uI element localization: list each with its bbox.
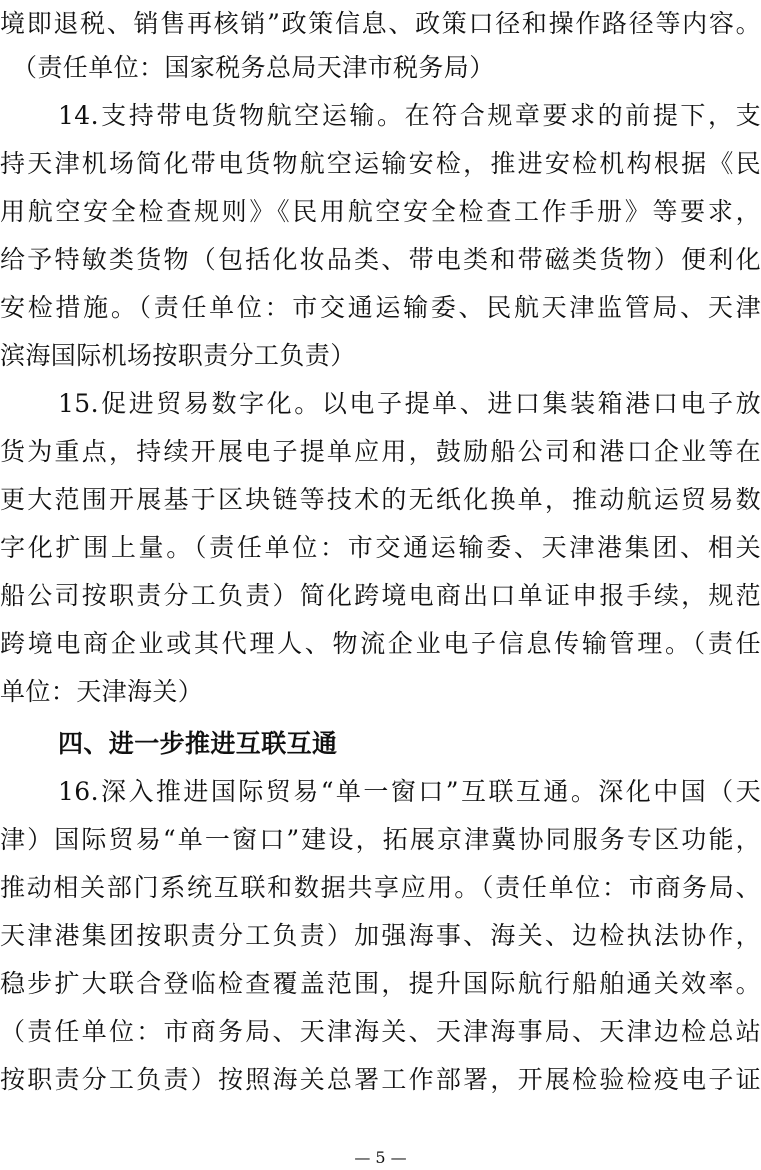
paragraph-line: 16.深入推进国际贸易“单一窗口”互联互通。深化中国（天 — [58, 777, 761, 806]
paragraph-line: 津）国际贸易“单一窗口”建设，拓展京津冀协同服务专区功能， — [0, 825, 761, 854]
paragraph-line: 给予特敏类货物（包括化妆品类、带电类和带磁类货物）便利化 — [0, 245, 761, 274]
paragraph-line: 跨境电商企业或其代理人、物流企业电子信息传输管理。（责任 — [0, 629, 761, 658]
paragraph-line: 持天津机场简化带电货物航空运输安检，推进安检机构根据《民 — [0, 149, 761, 178]
paragraph-line: 14.支持带电货物航空运输。在符合规章要求的前提下，支 — [58, 101, 761, 130]
paragraph-line: 滨海国际机场按职责分工负责） — [0, 341, 356, 370]
paragraph-line: 安检措施。（责任单位：市交通运输委、民航天津监管局、天津 — [0, 293, 761, 322]
paragraph-line: 15.促进贸易数字化。以电子提单、进口集装箱港口电子放 — [58, 389, 761, 418]
paragraph-line: 用航空安全检查规则》《民用航空安全检查工作手册》等要求， — [0, 197, 761, 226]
paragraph-line: 按职责分工负责）按照海关总署工作部署，开展检验检疫电子证 — [0, 1065, 761, 1094]
paragraph-line: （责任单位：市商务局、天津海关、天津海事局、天津边检总站 — [0, 1017, 761, 1046]
page-number: — 5 — — [354, 1148, 407, 1167]
section-heading: 四、进一步推进互联互通 — [58, 729, 338, 758]
paragraph-line: 单位：天津海关） — [0, 677, 204, 706]
paragraph-line: 字化扩围上量。（责任单位：市交通运输委、天津港集团、相关 — [0, 533, 761, 562]
paragraph-line: 货为重点，持续开展电子提单应用，鼓励船公司和港口企业等在 — [0, 437, 761, 466]
paragraph-line: 更大范围开展基于区块链等技术的无纸化换单，推动航运贸易数 — [0, 485, 761, 514]
paragraph-line: 稳步扩大联合登临检查覆盖范围，提升国际航行船舶通关效率。 — [0, 969, 761, 998]
paragraph-line: 船公司按职责分工负责）简化跨境电商出口单证申报手续，规范 — [0, 581, 761, 610]
paragraph-line: 推动相关部门系统互联和数据共享应用。（责任单位：市商务局、 — [0, 873, 761, 902]
paragraph-line: 天津港集团按职责分工负责）加强海事、海关、边检执法协作， — [0, 921, 761, 950]
paragraph-line: （责任单位：国家税务总局天津市税务局） — [12, 53, 495, 82]
paragraph-line: 境即退税、销售再核销”政策信息、政策口径和操作路径等内容。 — [0, 9, 761, 38]
